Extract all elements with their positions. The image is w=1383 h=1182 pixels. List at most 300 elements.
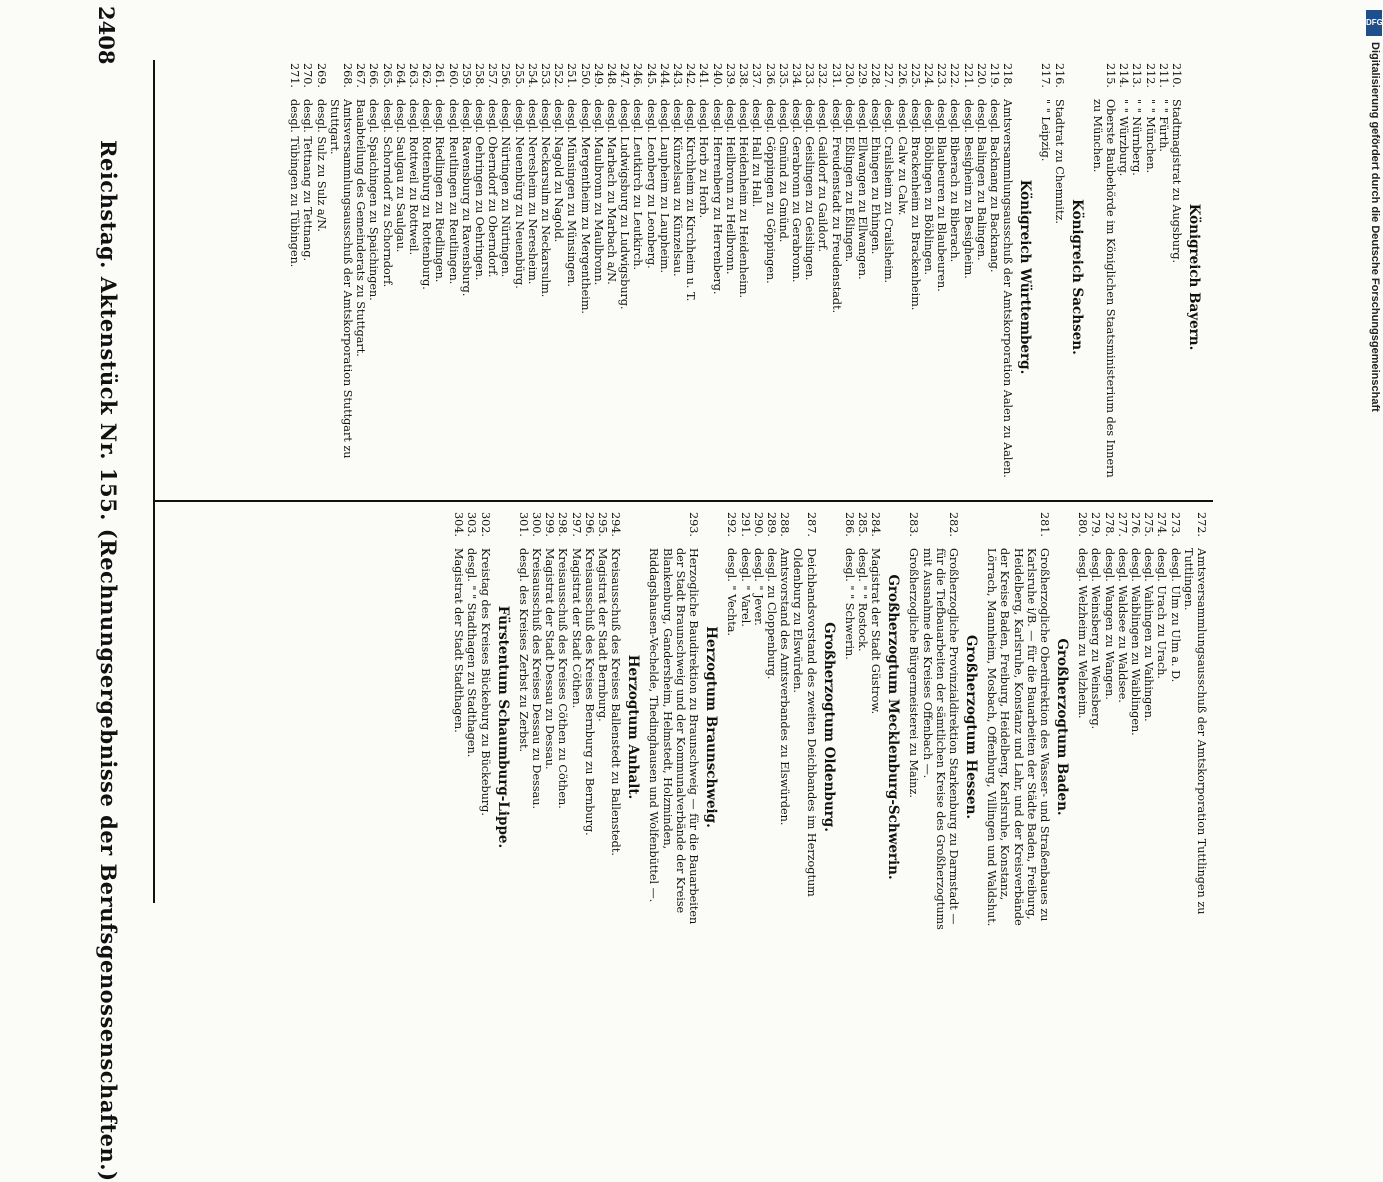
- entry-number: 242.: [684, 63, 698, 88]
- entry-text: Kreisausschuß des Kreises Dessau zu Dessau.: [530, 548, 544, 810]
- entry-text: desgl. Heidenheim zu Heidenheim.: [737, 99, 751, 299]
- entry-text: desgl. Neresheim zu Neresheim.: [525, 99, 539, 285]
- entry-number: 291.: [738, 512, 752, 537]
- list-item: [512, 63, 525, 491]
- section: [843, 512, 902, 942]
- entry-number: 217.: [1039, 63, 1053, 88]
- entry-text: desgl. Laupheim zu Laupheim.: [657, 99, 671, 274]
- entry-text: desgl. Neuenbürg zu Neuenbürg.: [512, 99, 526, 289]
- entry-text: Magistrat der Stadt Stadthagen.: [452, 548, 466, 733]
- list-item: [543, 512, 556, 942]
- list-item: [446, 63, 459, 491]
- entry-text: desgl. " Varel.: [738, 548, 752, 627]
- list-item: [752, 512, 765, 942]
- entry-number: 239.: [723, 63, 737, 88]
- entry-text: desgl. Göppingen zu Göppingen.: [763, 99, 777, 284]
- entry-text: Magistrat der Stadt Bernburg.: [596, 548, 610, 722]
- page-header: [77, 0, 125, 1182]
- list-item: [569, 512, 582, 942]
- list-item: [328, 63, 354, 491]
- list-item: [1129, 512, 1142, 942]
- list-item: [499, 63, 512, 491]
- entry-number: 301.: [516, 512, 530, 537]
- entry-number: 267.: [354, 63, 368, 88]
- list-item: [1157, 63, 1170, 491]
- entry-number: 294.: [609, 512, 623, 537]
- list-item: [869, 512, 882, 942]
- list-item: [486, 63, 499, 491]
- entry-text: desgl. Neckarsulm zu Neckarsulm.: [539, 99, 553, 298]
- section-heading: Fürstentum Schaumburg-Lippe.: [494, 605, 511, 849]
- entry-text: desgl. des Kreises Zerbst zu Zerbst.: [516, 548, 530, 753]
- list-item: [724, 63, 737, 491]
- entry-text: Bauabteilung des Gemeinderats zu Stuttgart.: [354, 99, 368, 357]
- entry-text: desgl. Waldsee zu Waldsee.: [1115, 548, 1129, 703]
- list-item: [1089, 512, 1102, 942]
- list-item: [618, 63, 631, 491]
- section: [985, 512, 1070, 942]
- entry-text: desgl. Riedlingen zu Riedlingen.: [433, 99, 447, 283]
- list-item: [738, 512, 751, 942]
- entry-number: 286.: [842, 512, 856, 537]
- entry-text: desgl. Besigheim zu Besigheim.: [961, 99, 975, 279]
- section-heading: Großherzogtum Hessen.: [962, 634, 979, 820]
- list-item: [895, 63, 908, 491]
- entry-text: Amtsvorstand des Amtsverbandes zu Elswürden.: [778, 548, 792, 826]
- entry-number: 224.: [921, 63, 935, 88]
- entry-number: 253.: [539, 63, 553, 88]
- entry-number: 278.: [1102, 512, 1116, 537]
- entry-text: desgl. Münsingen zu Münsingen.: [565, 99, 579, 287]
- list-item: [1052, 63, 1065, 491]
- entry-number: 245.: [644, 63, 658, 88]
- entry-text: " " Nürnberg.: [1130, 99, 1144, 176]
- list-item: [803, 63, 816, 491]
- list-item: [843, 512, 856, 942]
- entry-number: 290.: [751, 512, 765, 537]
- section: [517, 512, 642, 942]
- list-item: [1117, 63, 1130, 491]
- entry-text: Großherzogliche Provinzialdirektion Starkenburg zu Darmstadt — für die Tiefbauarbeiten der sämtlichen Kreise des Großherzogtums mit Ausnahme des Kreises Offenbach —.: [920, 548, 960, 930]
- entry-number: 288.: [778, 512, 792, 537]
- entry-number: 230.: [842, 63, 856, 88]
- entry-number: 256.: [499, 63, 513, 88]
- header-rule: [153, 60, 155, 903]
- list-item: [596, 512, 609, 942]
- entry-text: Stadtmagistrat zu Augsburg.: [1170, 99, 1183, 264]
- entry-number: 247.: [618, 63, 632, 88]
- list-item: [856, 512, 869, 942]
- entry-text: desgl. Brackenheim zu Brackenheim.: [908, 99, 922, 311]
- list-item: [935, 63, 948, 491]
- list-item: [552, 63, 565, 491]
- list-item: [856, 63, 869, 491]
- entry-text: desgl. Nagold zu Nagold.: [552, 99, 566, 243]
- entry-text: desgl. Backnang zu Backnang.: [987, 99, 1001, 273]
- list-item: [985, 512, 1051, 942]
- list-item: [420, 63, 433, 491]
- list-item: [380, 63, 393, 491]
- list-item: [909, 63, 922, 491]
- list-item: [829, 63, 842, 491]
- entry-number: 220.: [974, 63, 988, 88]
- entry-text: desgl. Horb zu Horb.: [697, 99, 711, 219]
- entry-number: 232.: [816, 63, 830, 88]
- entry-text: " " München.: [1143, 99, 1157, 174]
- list-item: [1116, 512, 1129, 942]
- section-heading: Königreich Sachsen.: [1068, 199, 1085, 355]
- list-item: [314, 63, 327, 491]
- list-item: [556, 512, 569, 942]
- entry-text: desgl. Wangen zu Wangen.: [1102, 548, 1116, 700]
- entry-text: desgl. Crailsheim zu Crailsheim.: [882, 99, 896, 284]
- entry-text: desgl. Gaildorf zu Gaildorf.: [816, 99, 830, 253]
- section: [647, 512, 719, 942]
- section-heading: Großherzogtum Baden.: [1053, 638, 1070, 816]
- list-item: [882, 63, 895, 491]
- entry-number: 213.: [1130, 63, 1144, 88]
- section: [452, 512, 511, 942]
- column-divider: [153, 500, 1213, 502]
- entry-number: 210.: [1170, 63, 1183, 88]
- entry-text: desgl. Leonberg zu Leonberg.: [644, 99, 658, 269]
- entry-number: 218.: [1001, 63, 1015, 88]
- entry-text: desgl. " " Schwerin.: [842, 548, 856, 660]
- entry-text: desgl. Blaubeuren zu Blaubeuren.: [935, 99, 949, 292]
- list-item: [460, 63, 473, 491]
- entry-number: 225.: [908, 63, 922, 88]
- entry-text: desgl. Ludwigsburg zu Ludwigsburg.: [618, 99, 632, 310]
- entry-number: 235.: [776, 63, 790, 88]
- entry-number: 285.: [855, 512, 869, 537]
- list-item: [473, 63, 486, 491]
- entry-number: 221.: [961, 63, 975, 88]
- list-item: [1076, 512, 1089, 942]
- entry-text: desgl. Saulgau zu Saulgau.: [393, 99, 407, 253]
- entry-number: 284.: [869, 512, 883, 537]
- entry-text: desgl. Ehingen zu Ehingen.: [869, 99, 883, 255]
- entry-number: 234.: [789, 63, 803, 88]
- list-item: [644, 63, 657, 491]
- entry-text: Amtsversammlungsausschuß der Amtskorporation Tuttlingen zu Tuttlingen.: [1181, 548, 1208, 915]
- entry-text: desgl. Maulbronn zu Maulbronn.: [591, 99, 605, 286]
- entry-number: 244.: [657, 63, 671, 88]
- list-item: [750, 63, 763, 491]
- entry-text: Herzogliche Baudirektion zu Braunschweig — für die Bauarbeiten der Stadt Braunschweig und der Kommunalverbände der Kreise Blankenburg, Gandersheim, Helmstedt, Holzminden, Riddagshausen-Vechelde, Thedinghausen und Wolfenbüttel —.: [647, 548, 701, 925]
- entry-text: Großherzogliche Oberdirektion des Wasser- und Straßenbaues zu Karlsruhe i/B. — für die Bauarbeiten der Städte Baden, Freiburg, Heidelberg, Karlsruhe, Konstanz und Lahr, und der Kreisverbände der Kreise Baden, Freiburg, Heidelberg, Karlsruhe, Konstanz, Lörrach, Mannheim, Mosbach, Offenburg, Villingen und Waldshut.: [985, 548, 1051, 927]
- entry-text: " " Würzburg.: [1117, 99, 1131, 177]
- list-item: [763, 63, 776, 491]
- entry-text: desgl. Böblingen zu Böblingen.: [921, 99, 935, 276]
- entry-text: desgl. Waiblingen zu Waiblingen.: [1128, 548, 1142, 736]
- list-item: [907, 512, 920, 942]
- list-item: [578, 63, 591, 491]
- list-item: [948, 63, 961, 491]
- list-item: [843, 63, 856, 491]
- entry-number: 271.: [288, 63, 302, 88]
- entry-number: 279.: [1089, 512, 1103, 537]
- entry-number: 287.: [804, 512, 818, 537]
- entry-number: 254.: [525, 63, 539, 88]
- entry-number: 276.: [1128, 512, 1142, 537]
- entry-text: desgl. Nürtingen zu Nürtingen.: [499, 99, 513, 278]
- list-item: [1182, 512, 1208, 942]
- entry-text: desgl. " " Stadthagen zu Stadthagen.: [465, 548, 479, 758]
- entry-text: desgl. Sulz zu Sulz a/N.: [314, 99, 328, 232]
- entry-text: desgl. Welzheim zu Welzheim.: [1076, 548, 1090, 719]
- entry-text: desgl. Heilbronn zu Heilbronn.: [723, 99, 737, 275]
- entry-text: Oberste Baubehörde im Königlichen Staatsministerium des Innern zu München.: [1090, 99, 1117, 478]
- entry-text: " " Leipzig.: [1039, 99, 1053, 162]
- entry-number: 269.: [314, 63, 328, 88]
- entry-text: desgl. Ulm zu Ulm a. D.: [1168, 548, 1182, 683]
- list-item: [478, 512, 491, 942]
- section: [288, 63, 1033, 491]
- entry-text: desgl. Leutkirch zu Leutkirch.: [631, 99, 645, 270]
- list-item: [1155, 512, 1168, 942]
- list-item: [647, 512, 700, 942]
- running-title: Reichstag. Aktenstück Nr. 155. (Rechnungsergebnisse der Berufsgenossenschaften.): [96, 140, 121, 1182]
- entry-number: 298.: [556, 512, 570, 537]
- entry-text: Kreistag des Kreises Bückeburg zu Bückeburg.: [478, 548, 492, 816]
- list-item: [1170, 63, 1183, 491]
- entry-text: desgl. Ravensburg zu Ravensburg.: [459, 99, 473, 297]
- list-item: [539, 63, 552, 491]
- list-item: [592, 63, 605, 491]
- entry-number: 304.: [452, 512, 466, 537]
- entry-number: 231.: [829, 63, 843, 88]
- entry-text: desgl. Calw zu Calw.: [895, 99, 909, 216]
- entry-number: 282.: [946, 512, 960, 537]
- list-item: [1039, 63, 1052, 491]
- page-number: 2408: [94, 6, 119, 65]
- right-column: [158, 512, 1208, 942]
- entry-number: 255.: [512, 63, 526, 88]
- list-item: [631, 63, 644, 491]
- entry-text: Magistrat der Stadt Dessau zu Dessau.: [543, 548, 557, 770]
- entry-text: Amtsversammlungsausschuß der Amtskorporation Stuttgart zu Stuttgart.: [327, 99, 355, 459]
- entry-number: 296.: [582, 512, 596, 537]
- entry-text: desgl. Künzelsau zu Künzelsau.: [671, 99, 685, 277]
- entry-text: desgl. Oberndorf zu Oberndorf.: [486, 99, 500, 278]
- list-item: [452, 512, 465, 942]
- list-item: [530, 512, 543, 942]
- entry-number: 223.: [935, 63, 949, 88]
- entry-text: Kreisausschuß des Kreises Ballenstedt zu Ballenstedt.: [609, 548, 623, 856]
- entry-number: 266.: [367, 63, 381, 88]
- entry-number: 292.: [725, 512, 739, 537]
- entry-text: desgl. Marbach zu Marbach a/N.: [605, 99, 619, 285]
- list-item: [367, 63, 380, 491]
- entry-number: 280.: [1076, 512, 1090, 537]
- list-item: [526, 63, 539, 491]
- entry-number: 277.: [1115, 512, 1129, 537]
- entry-text: desgl. Hall zu Hall.: [750, 99, 764, 208]
- entry-text: desgl. " " Rostock.: [855, 548, 869, 652]
- list-item: [684, 63, 697, 491]
- entry-number: 257.: [486, 63, 500, 88]
- entry-text: desgl. Reutlingen zu Reutlingen.: [446, 99, 460, 285]
- entry-text: desgl. " Vechta.: [725, 548, 739, 636]
- entry-number: 260.: [446, 63, 460, 88]
- entry-number: 295.: [596, 512, 610, 537]
- entry-text: desgl. Tübingen zu Tübingen.: [288, 99, 302, 268]
- list-item: [301, 63, 314, 491]
- entry-text: desgl. Eßlingen zu Eßlingen.: [842, 99, 856, 263]
- entry-number: 259.: [459, 63, 473, 88]
- entry-number: 212.: [1143, 63, 1157, 88]
- entry-number: 240.: [710, 63, 724, 88]
- list-item: [1091, 63, 1117, 491]
- entry-text: desgl. Ellwangen zu Ellwangen.: [855, 99, 869, 280]
- entry-number: 303.: [465, 512, 479, 537]
- entry-number: 246.: [631, 63, 645, 88]
- entry-text: desgl. Gerabronn zu Gerabronn.: [789, 99, 803, 283]
- entry-text: desgl. Geislingen zu Geislingen.: [803, 99, 817, 281]
- entry-number: 261.: [433, 63, 447, 88]
- entry-text: Großherzogliche Bürgermeisterei zu Mainz.: [907, 548, 921, 798]
- section: [1076, 512, 1208, 942]
- section-heading: Großherzogtum Oldenburg.: [820, 622, 837, 832]
- dfg-logo: DFG: [1366, 10, 1382, 36]
- entry-number: 262.: [420, 63, 434, 88]
- entry-number: 215.: [1103, 63, 1117, 88]
- list-item: [816, 63, 829, 491]
- entry-text: desgl. Gmünd zu Gmünd.: [776, 99, 790, 243]
- entry-text: Kreisausschuß des Kreises Bernburg zu Bernburg.: [582, 548, 596, 836]
- entry-text: desgl. Kirchheim zu Kirchheim u. T.: [684, 99, 698, 302]
- entry-number: 273.: [1168, 512, 1182, 537]
- list-item: [1143, 63, 1156, 491]
- section: [1091, 63, 1202, 491]
- entry-number: 289.: [764, 512, 778, 537]
- entry-text: desgl. Herrenberg zu Herrenberg.: [710, 99, 724, 295]
- entry-number: 299.: [543, 512, 557, 537]
- entry-number: 238.: [737, 63, 751, 88]
- list-item: [920, 512, 960, 942]
- entry-number: 302.: [478, 512, 492, 537]
- list-item: [407, 63, 420, 491]
- entry-number: 216.: [1052, 63, 1066, 88]
- entry-number: 219.: [987, 63, 1001, 88]
- list-item: [1001, 63, 1014, 491]
- entry-number: 265.: [380, 63, 394, 88]
- section-heading: Königreich Bayern.: [1186, 203, 1202, 351]
- section: [725, 512, 836, 942]
- list-item: [697, 63, 710, 491]
- list-item: [465, 512, 478, 942]
- list-item: [1102, 512, 1115, 942]
- list-item: [583, 512, 596, 942]
- entry-number: 270.: [301, 63, 315, 88]
- entry-number: 211.: [1156, 63, 1170, 88]
- entry-number: 300.: [530, 512, 544, 537]
- list-item: [658, 63, 671, 491]
- entry-text: desgl. Spaichingen zu Spaichingen.: [367, 99, 381, 301]
- entry-text: desgl. Oehringen zu Oehringen.: [473, 99, 487, 281]
- list-item: [517, 512, 530, 942]
- section-heading: Königreich Württemberg.: [1017, 179, 1034, 375]
- list-item: [609, 512, 622, 942]
- entry-text: desgl. Tettnang zu Tettnang.: [301, 99, 315, 262]
- entry-text: desgl. Rottweil zu Rottweil.: [407, 99, 421, 256]
- list-item: [433, 63, 446, 491]
- list-item: [1142, 512, 1155, 942]
- section: [1039, 63, 1084, 491]
- list-item: [671, 63, 684, 491]
- entry-number: 214.: [1117, 63, 1131, 88]
- entry-number: 251.: [565, 63, 579, 88]
- entry-text: desgl. Mergentheim zu Mergentheim.: [578, 99, 592, 314]
- list-item: [288, 63, 301, 491]
- entry-text: Magistrat der Stadt Güstrow.: [869, 548, 883, 715]
- entry-number: 293.: [687, 512, 701, 537]
- entry-number: 281.: [1037, 512, 1051, 537]
- entry-number: 229.: [855, 63, 869, 88]
- entry-number: 258.: [473, 63, 487, 88]
- entry-number: 248.: [605, 63, 619, 88]
- entry-text: Kreisausschuß des Kreises Cöthen zu Cöthen.: [556, 548, 570, 809]
- entry-text: desgl. Schorndorf zu Schorndorf.: [380, 99, 394, 288]
- list-item: [565, 63, 578, 491]
- entry-text: Deichbandsvorstand des zweiten Deichbandes im Herzogtum Oldenburg zu Elswürden.: [791, 548, 818, 897]
- entry-number: 274.: [1155, 512, 1169, 537]
- entry-text: desgl. Vaihingen zu Vaihingen.: [1142, 548, 1156, 722]
- list-item: [961, 63, 974, 491]
- list-item: [777, 63, 790, 491]
- entry-text: desgl. Freudenstadt zu Freudenstadt.: [829, 99, 843, 314]
- entry-number: 275.: [1142, 512, 1156, 537]
- entry-text: Amtsversammlungsausschuß der Amtskorporation Aalen zu Aalen.: [1001, 99, 1015, 478]
- entry-text: desgl. zu Cloppenburg.: [764, 548, 778, 680]
- entry-number: 241.: [697, 63, 711, 88]
- digitization-credit: Digitalisierung gefördert durch die Deutsche Forschungsgemeinschaft: [1369, 42, 1381, 412]
- list-item: [1168, 512, 1181, 942]
- entry-number: 268.: [341, 63, 355, 88]
- entry-number: 252.: [552, 63, 566, 88]
- entry-text: desgl. Biberach zu Biberach.: [948, 99, 962, 263]
- list-item: [790, 63, 803, 491]
- entry-number: 250.: [578, 63, 592, 88]
- list-item: [394, 63, 407, 491]
- entry-text: desgl. Balingen zu Balingen.: [974, 99, 988, 261]
- entry-number: 272.: [1195, 512, 1208, 537]
- entry-number: 297.: [569, 512, 583, 537]
- list-item: [778, 512, 791, 942]
- entry-number: 226.: [895, 63, 909, 88]
- section-heading: Großherzogtum Mecklenburg-Schwerin.: [885, 574, 902, 880]
- list-item: [737, 63, 750, 491]
- list-item: [711, 63, 724, 491]
- entry-text: desgl. " Jever.: [751, 548, 765, 626]
- entry-number: 227.: [882, 63, 896, 88]
- list-item: [922, 63, 935, 491]
- entry-number: 249.: [591, 63, 605, 88]
- section-heading: Herzogtum Anhalt.: [625, 654, 642, 800]
- left-column: [158, 63, 1208, 491]
- entry-number: 283.: [907, 512, 921, 537]
- entry-number: 222.: [948, 63, 962, 88]
- entry-text: " " Fürth.: [1156, 99, 1170, 152]
- entry-number: 264.: [393, 63, 407, 88]
- list-item: [975, 63, 988, 491]
- list-item: [354, 63, 367, 491]
- list-item: [791, 512, 817, 942]
- list-item: [988, 63, 1001, 491]
- entry-text: desgl. Weinsberg zu Weinsberg.: [1089, 548, 1103, 730]
- section-heading: Herzogtum Braunschweig.: [703, 626, 720, 828]
- entry-number: 236.: [763, 63, 777, 88]
